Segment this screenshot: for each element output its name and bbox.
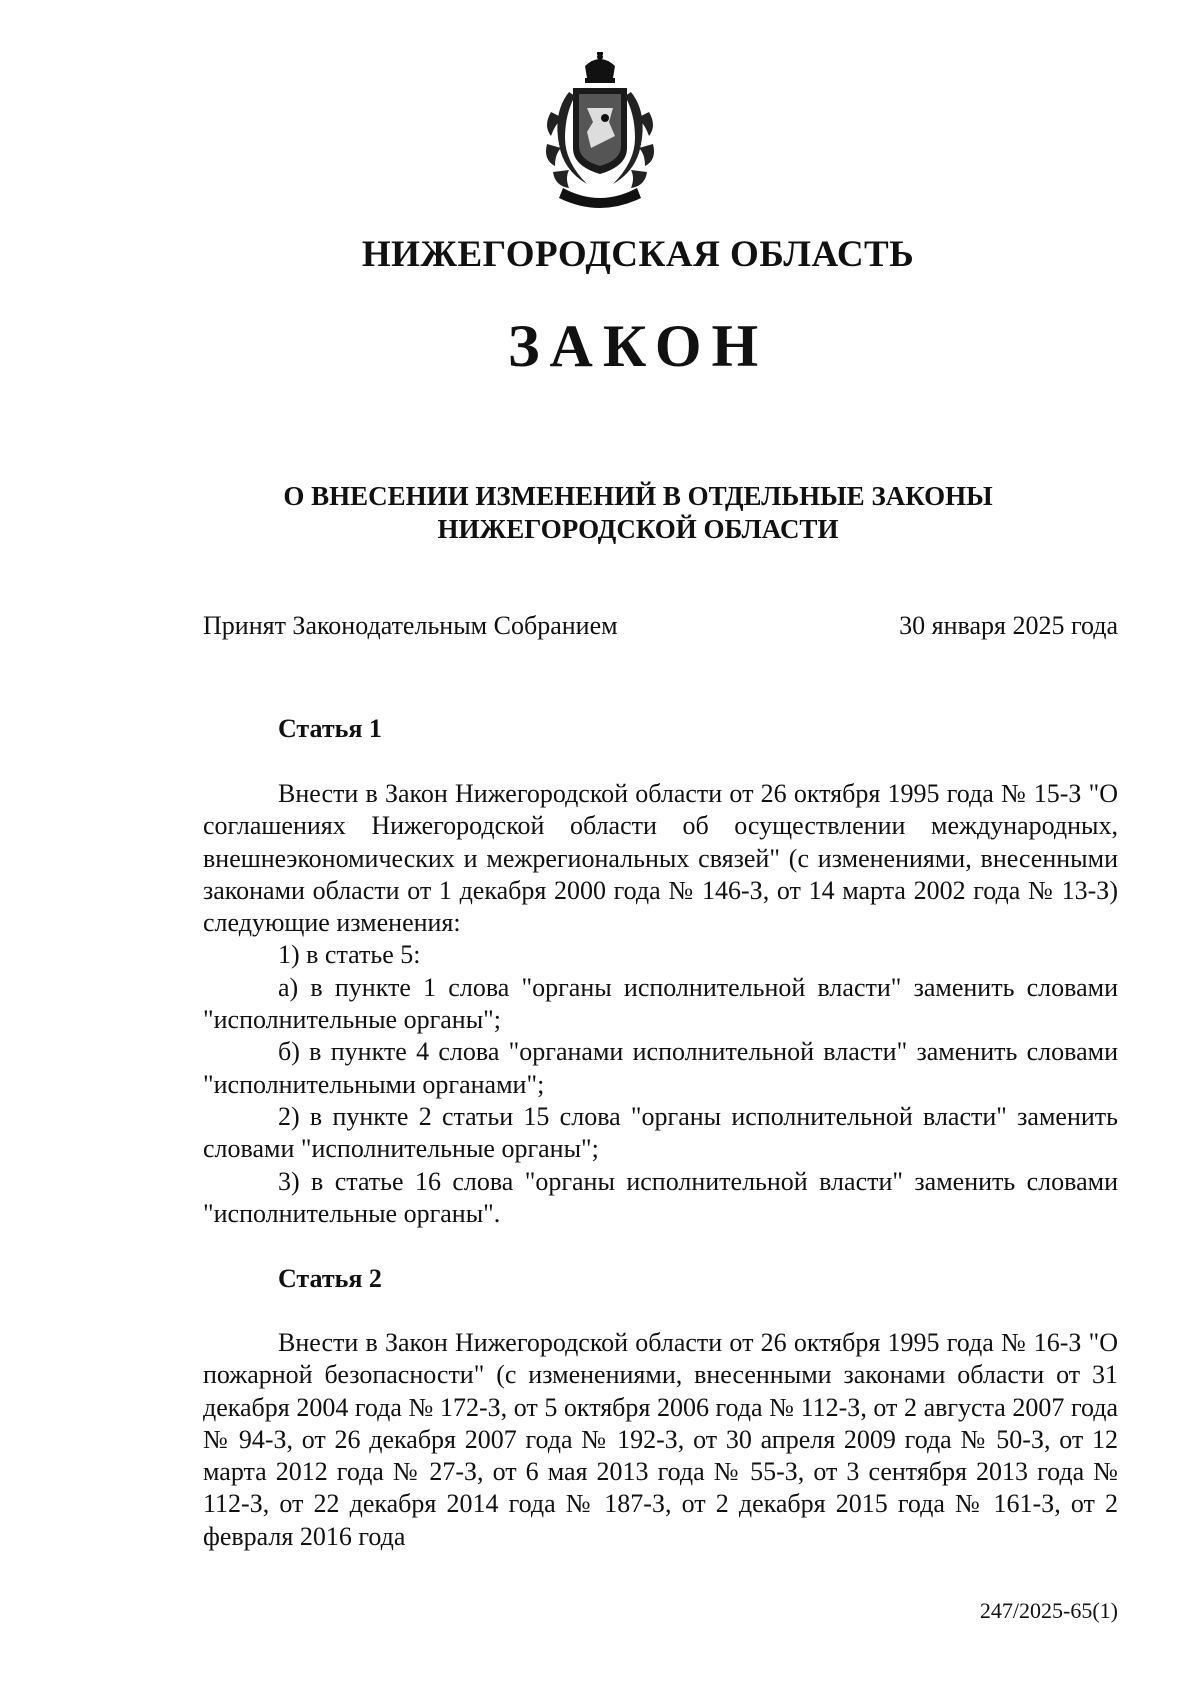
article-2-paragraph: Внести в Закон Нижегородской области от 26 октября 1995 года № 16-З "О пожарной безопасности" (с изменениями, внесенными законами области от 31 декабря 2004 года № 172-З, от 5 октября 2006 года № 112-З, от 2 августа 2007 года № 94-З, от 26 декабря 2007 года № 192-З, от 30 апреля 2009 года № 50-З, от 12 марта 2012 года № 27-З, от 6 мая 2013 года № 55-З, от 3 сентября 2013 года № 112-З, от 22 декабря 2014 года № 187-З, от 2 декабря 2015 года № 161-З, от 2 февраля 2016 года: [203, 1328, 1118, 1551]
region-name: НИЖЕГОРОДСКАЯ ОБЛАСТЬ: [361, 234, 915, 275]
article-1-heading: Статья 1: [278, 714, 382, 743]
article-1-paragraph: а) в пункте 1 слова "органы исполнительной власти" заменить словами "исполнительные органы";: [203, 972, 1118, 1035]
article-1-paragraph: Внести в Закон Нижегородской области от 26 октября 1995 года № 15-З "О соглашениях Нижегородской области об осуществлении международных, внешнеэкономических и межрегиональных связей" (с изменениями, внесенными законами области от 1 декабря 2000 года № 146-З, от 14 марта 2002 года № 13-З) следующие изменения:: [203, 779, 1118, 938]
document-title-line-2: НИЖЕГОРОДСКОЙ ОБЛАСТИ: [437, 514, 839, 544]
article-2-heading: Статья 2: [278, 1264, 382, 1293]
coat-of-arms-icon: [529, 52, 671, 212]
article-1-paragraph: 2) в пункте 2 статьи 15 слова "органы исполнительной власти" заменить словами "исполнительные органы";: [203, 1101, 1118, 1164]
adopted-by: Принят Законодательным Собранием: [203, 611, 618, 640]
article-1-paragraph: б) в пункте 4 слова "органами исполнительной власти" заменить словами "исполнительными органами";: [203, 1037, 1118, 1099]
document-type: ЗАКОН: [507, 313, 769, 379]
article-2-body: [203, 1327, 1118, 1553]
document-title: [0, 480, 1200, 546]
article-1-paragraph: 3) в статье 16 слова "органы исполнительной власти" заменить словами "исполнительные органы".: [203, 1166, 1118, 1228]
adoption-date: 30 января 2025 года: [899, 611, 1118, 640]
article-1-body: [203, 778, 1118, 1230]
document-code: 247/2025-65(1): [979, 1598, 1118, 1623]
article-1-paragraph: 1) в статье 5:: [278, 940, 421, 970]
document-title-line-1: О ВНЕСЕНИИ ИЗМЕНЕНИЙ В ОТДЕЛЬНЫЕ ЗАКОНЫ: [283, 481, 993, 511]
